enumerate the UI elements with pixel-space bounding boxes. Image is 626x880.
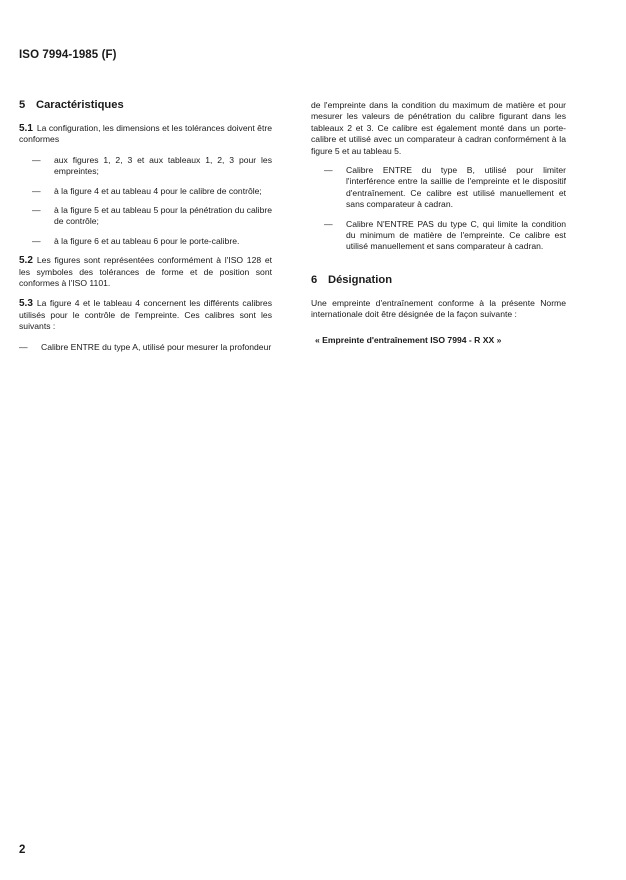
section-6-heading bbox=[311, 273, 566, 287]
section-5-number: 5 bbox=[19, 99, 26, 111]
clause-5-1 bbox=[19, 123, 272, 146]
page-number: 2 bbox=[19, 844, 26, 856]
gauge-type-a-text: Calibre ENTRE du type A, utilisé pour mesurer la profondeur bbox=[41, 341, 272, 352]
section-6-title: Désignation bbox=[328, 273, 393, 286]
list-item: — aux figures 1, 2, 3 et aux tableaux 1, 2, 3 pour les empreintes; bbox=[32, 154, 272, 177]
section-6-text: Une empreinte d'entraînement conforme à la présente Norme internationale doit être désignée de la façon suivante : bbox=[311, 297, 566, 320]
document-reference: ISO 7994-1985 (F) bbox=[19, 49, 117, 61]
clause-5-2 bbox=[19, 255, 272, 289]
gauge-type-a-item: — Calibre ENTRE du type A, utilisé pour mesurer la profondeur bbox=[19, 341, 272, 352]
list-item: — à la figure 5 et au tableau 5 pour la pénétration du calibre de contrôle; bbox=[32, 205, 272, 227]
section-6-number: 6 bbox=[311, 273, 318, 286]
list-item: — à la figure 4 et au tableau 4 pour le calibre de contrôle; bbox=[32, 185, 262, 196]
gauge-type-a-continued: de l'empreinte dans la condition du maximum de matière et pour mesurer les valeurs de pénétration du calibre figurant dans les tableaux 2 et 3. Ce calibre est également monté dans un porte-calibre et utilisé avec un comparateur à cadran conformément à la figure 5 et au tableau 5. bbox=[311, 100, 566, 156]
gauge-type-c-item: — Calibre N'ENTRE PAS du type C, qui limite la condition du minimum de matière de l'empreinte. Ce calibre est utilisé manuellement et sans comparateur à cadran. bbox=[324, 218, 566, 252]
clause-5-1-text: La configuration, les dimensions et les tolérances doivent être conformes bbox=[19, 123, 272, 145]
clause-5-3-text: La figure 4 et le tableau 4 concernent les différents calibres utilisés pour le contrôle de l'empreinte. Ces calibres sont les suivants : bbox=[19, 298, 272, 332]
clause-5-2-text: Les figures sont représentées conformément à l'ISO 128 et les symboles des tolérances de forme et de position sont conformes à l'ISO 1101. bbox=[19, 255, 272, 289]
clause-5-1-number: 5.1 bbox=[19, 123, 33, 134]
right-column bbox=[311, 100, 566, 346]
clause-5-2-number: 5.2 bbox=[19, 255, 33, 267]
left-column bbox=[19, 98, 272, 361]
clause-5-3 bbox=[19, 298, 272, 332]
designation-example: « Empreinte d'entraînement ISO 7994 - R XX » bbox=[315, 334, 502, 345]
section-5-heading bbox=[19, 98, 272, 112]
section-5-title: Caractéristiques bbox=[36, 99, 124, 111]
list-item: — à la figure 6 et au tableau 6 pour le porte-calibre. bbox=[32, 235, 240, 246]
gauge-type-b-item: — Calibre ENTRE du type B, utilisé pour limiter l'interférence entre la saillie de l'empreinte et le dispositif d'entraînement. Ce calibre est utilisé manuellement et sans comparateur à cadran. bbox=[324, 165, 566, 210]
clause-5-3-number: 5.3 bbox=[19, 298, 33, 310]
